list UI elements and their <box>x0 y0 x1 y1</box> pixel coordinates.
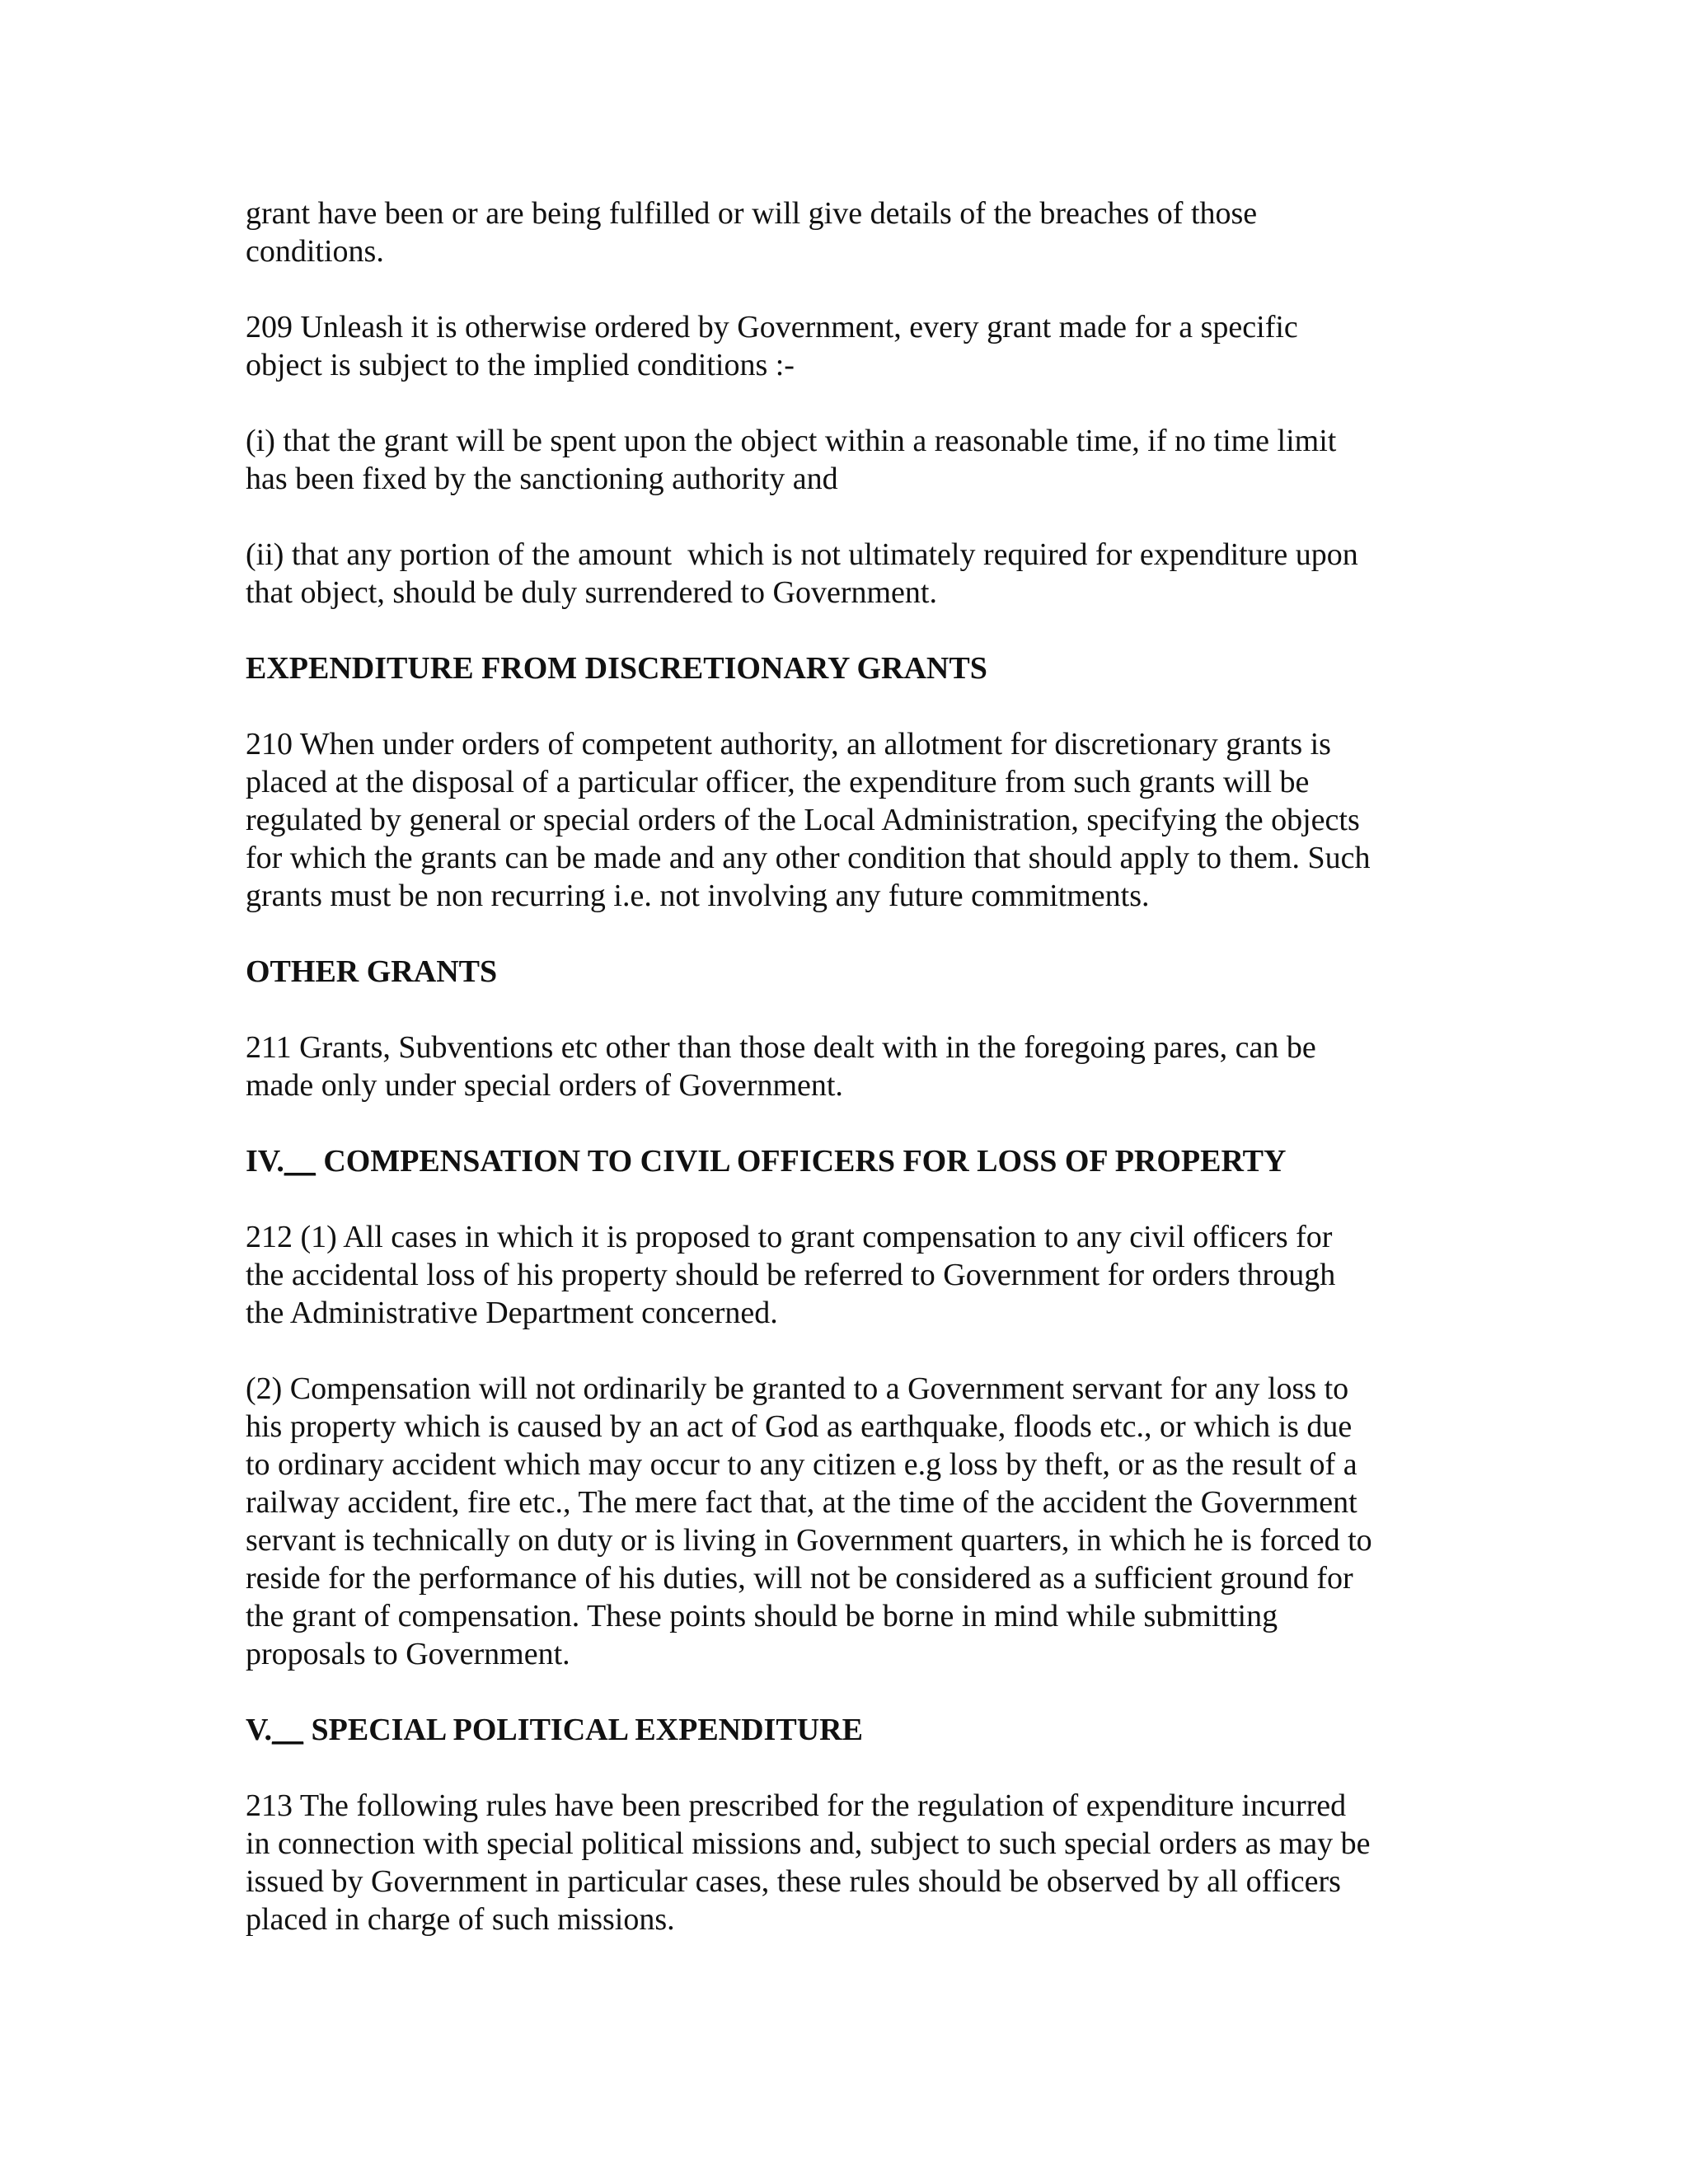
text-line: 209 Unleash it is otherwise ordered by Government, every grant made for a specific <box>246 310 1298 344</box>
text-line: to ordinary accident which may occur to any citizen e.g loss by theft, or as the result of a <box>246 1447 1357 1482</box>
text-line: 211 Grants, Subventions etc other than those dealt with in the foregoing pares, can be <box>246 1030 1316 1065</box>
section-title: COMPENSATION TO CIVIL OFFICERS FOR LOSS OF PROPERTY <box>315 1144 1287 1179</box>
section-number: V. <box>246 1713 273 1747</box>
text-line: issued by Government in particular cases, these rules should be observed by all officers <box>246 1864 1341 1899</box>
heading-other-grants: OTHER GRANTS <box>246 954 498 989</box>
text-line: the accidental loss of his property should be referred to Government for orders through <box>246 1258 1336 1292</box>
text-line: (2) Compensation will not ordinarily be granted to a Government servant for any loss to <box>246 1371 1349 1406</box>
text-line: 213 The following rules have been prescribed for the regulation of expenditure incurred <box>246 1788 1347 1823</box>
text-line: proposals to Government. <box>246 1637 570 1671</box>
paragraph-209 <box>246 308 1449 384</box>
paragraph-210 <box>246 725 1449 915</box>
text-line: placed in charge of such missions. <box>246 1902 675 1937</box>
text-line: the grant of compensation. These points should be borne in mind while submitting <box>246 1599 1278 1633</box>
text-line: made only under special orders of Government. <box>246 1068 843 1103</box>
text-line: servant is technically on duty or is living in Government quarters, in which he is forced to <box>246 1523 1372 1558</box>
text-line: the Administrative Department concerned. <box>246 1296 778 1330</box>
text-line: (i) that the grant will be spent upon the object within a reasonable time, if no time limit <box>246 424 1337 458</box>
paragraph-213 <box>246 1787 1449 1938</box>
text-line: has been fixed by the sanctioning authority and <box>246 462 838 496</box>
text-line: (ii) that any portion of the amount which is not ultimately required for expenditure upon <box>246 537 1358 572</box>
text-line: his property which is caused by an act of God as earthquake, floods etc., or which is due <box>246 1409 1353 1444</box>
paragraph-211 <box>246 1029 1449 1104</box>
text-line: 210 When under orders of competent authority, an allotment for discretionary grants is <box>246 727 1331 762</box>
text-line: that object, should be duly surrendered to Government. <box>246 575 937 610</box>
text-line: object is subject to the implied conditions :- <box>246 348 795 382</box>
paragraph-212-2 <box>246 1370 1449 1673</box>
text-line: grant have been or are being fulfilled or will give details of the breaches of those <box>246 196 1258 231</box>
underline-blank: __ <box>272 1713 304 1747</box>
underline-blank: __ <box>284 1144 316 1179</box>
heading-discretionary-grants: EXPENDITURE FROM DISCRETIONARY GRANTS <box>246 651 987 686</box>
section-title: SPECIAL POLITICAL EXPENDITURE <box>303 1713 863 1747</box>
heading-section-iv <box>246 1142 1449 1180</box>
paragraph-209-i <box>246 422 1449 498</box>
text-line: regulated by general or special orders of the Local Administration, specifying the objects <box>246 803 1360 837</box>
text-line: placed at the disposal of a particular officer, the expenditure from such grants will be <box>246 765 1310 799</box>
text-line: in connection with special political missions and, subject to such special orders as may be <box>246 1826 1371 1861</box>
paragraph-209-ii <box>246 536 1449 612</box>
paragraph-continuation <box>246 194 1449 270</box>
text-line: reside for the performance of his duties, will not be considered as a sufficient ground for <box>246 1561 1353 1596</box>
heading-section-v <box>246 1711 1449 1749</box>
page-content <box>246 194 1449 1976</box>
text-line: grants must be non recurring i.e. not involving any future commitments. <box>246 879 1150 913</box>
text-line: 212 (1) All cases in which it is proposed to grant compensation to any civil officers for <box>246 1220 1333 1254</box>
paragraph-212-1 <box>246 1218 1449 1332</box>
section-number: IV. <box>246 1144 284 1179</box>
text-line: conditions. <box>246 234 384 269</box>
text-line: for which the grants can be made and any other condition that should apply to them. Such <box>246 841 1371 875</box>
text-line: railway accident, fire etc., The mere fact that, at the time of the accident the Government <box>246 1485 1357 1520</box>
